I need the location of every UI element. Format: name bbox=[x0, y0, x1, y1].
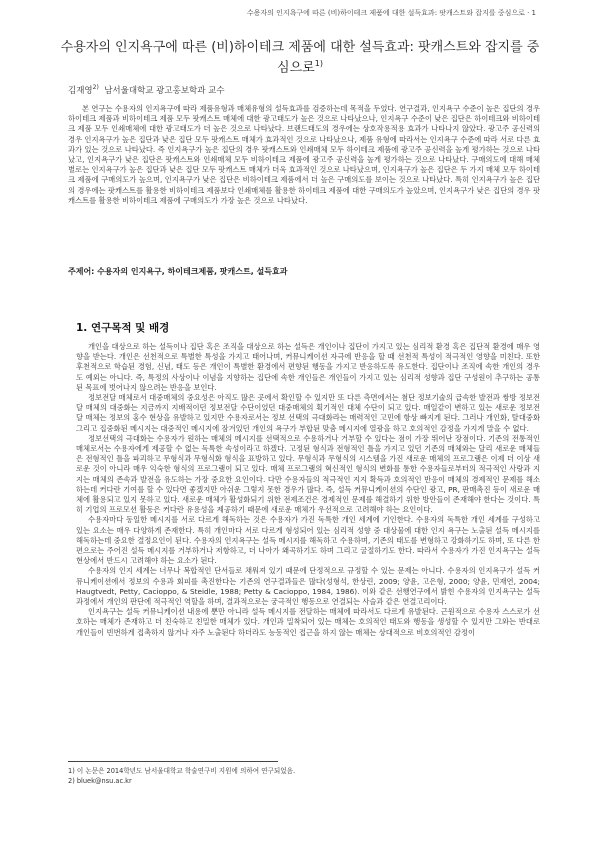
body-paragraph: 정보전달 매체로서 대중매체의 중요성은 아직도 많은 곳에서 확인할 수 있지만 또 다른 측면에서는 첨단 정보기술의 급속한 발전과 쌍방 정보전달 매체의 대중화는 지금까지 지배적이던 정보전달 수단이었던 대중매체의 획기적인 대체 수단이 되고 있다. 매일같이 변하고 있는 새로운 정보전달 매체는 정보의 홍수 현상을 유발하고 있지만 수용자로서는 정보 선택의 극대화라는 매력적인 고민에 항상 빠지게 된다. 그러나 개인화, 탈대중화 그리고 집중화된 메시지는 대중적인 메시지에 잠겨있던 개인의 욕구가 부합된 맞춤 메시지에 열광을 하고 호의적인 감정을 가지게 말을 수 없다. bbox=[76, 393, 540, 433]
footnote-email[interactable]: 2) bluek@nsu.ac.kr bbox=[68, 777, 132, 785]
section-body bbox=[76, 342, 540, 638]
author-affiliation: 남서울대학교 광고홍보학과 교수 bbox=[104, 86, 225, 96]
footnote-divider bbox=[68, 761, 278, 762]
running-header: 수용자의 인지욕구에 따른 (비)하이테크 제품에 대한 설득효과: 팟캐스트와 잡지를 중심으로 · 1 bbox=[246, 9, 536, 17]
author-footnote-mark[interactable]: 2) bbox=[92, 84, 99, 92]
paper-title-text: 수용자의 인지욕구에 따른 (비)하이테크 제품에 대한 설득효과: 팟캐스트와 잡지를 중심으로 bbox=[60, 40, 540, 76]
paper-title bbox=[60, 40, 540, 76]
section-heading: 1. 연구목적 및 배경 bbox=[76, 322, 170, 334]
author-name: 김재영 bbox=[68, 86, 93, 96]
body-paragraph: 수용자마다 동일한 메시지를 서로 다르게 해독하는 것은 수용자가 가진 독특한 개인 세계에 기인한다. 수용자의 독특한 개인 세계를 구성하고 있는 요소는 매우 다양하게 존재한다. 특히 개인마다 서로 다르게 형성되어 있는 심리적 성향 중 대상물에 대한 인지 욕구는 노출된 설득 메시지를 해독하는데 중요한 결정요인이 된다. 수용자의 인지욕구는 설득 메시지를 해독하고 수용하며, 기존의 태도를 변형하고 강화하기도 하며, 또 다른 한편으로는 주어진 설득 메시지를 거부하거나 저항하고, 더 나아가 왜곡하기도 하며 그리고 굴절하기도 한다. 따라서 수용자가 가진 인지욕구는 설득 현상에서 반드시 고려해야 하는 요소가 된다. bbox=[76, 515, 540, 566]
title-footnote-mark[interactable]: 1) bbox=[314, 59, 323, 68]
body-paragraph: 수용자의 인지 세계는 너무나 복합적인 단서들로 채워져 있기 때문에 단정적으로 규정할 수 있는 문제는 아니다. 수용자의 인지욕구가 설득 커뮤니케이션에서 정보의 수용과 회피를 촉진한다는 기존의 연구결과들은 많다(성형석, 한상린, 2009; 양윤, 고은형, 2000; 양윤, 민재연, 2004; Haugtvedt, Petty, Cacioppo, & Steidle, 1988; Petty & Cacioppo, 1984, 1986). 이와 같은 선행연구에서 밝힌 수용자의 인지욕구는 설득과정에서 개인의 판단에 적극적인 역할을 하며, 결과적으로는 궁극적인 행동으로 연결되는 사슬과 같은 연결고리이다. bbox=[76, 566, 540, 607]
body-paragraph: 개인을 대상으로 하는 설득이나 집단 혹은 조직을 대상으로 하는 설득은 개인이나 집단이 가지고 있는 심리적 환경 혹은 집단적 환경에 매우 영향을 받는다. 개인은 선천적으로 특별한 특성을 가지고 태어나며, 커뮤니케이션 자극에 반응을 할 때 선천적 특성이 적극적인 영향을 미친다. 또한 후천적으로 학습된 경험, 신념, 태도 등은 개인이 특별한 환경에서 편향된 행동을 가지고 반응하도록 유도한다. 집단이나 조직에 속한 개인의 경우도 예외는 아니다. 즉, 특정의 사상이나 이념을 지향하는 집단에 속한 개인들은 개인들이 가지고 있는 심리적 성향과 집단 구성원이 추구하는 공통된 목표에 벗어나지 않으려는 반응을 보인다. bbox=[76, 342, 540, 392]
body-paragraph: 인지욕구는 설득 커뮤니케이션 내용에 뿐만 아니라 설득 메시지를 전달하는 매체에 따라서도 다르게 유발된다. 근원적으로 수용자 스스로가 선호하는 매체가 존재하고 더 친숙하고 친밀한 매체가 있다. 개인과 밀착되어 있는 매체는 호의적인 태도와 행동을 생성할 수 있지만 그와는 반대로 개인들이 빈번하게 접촉하지 않거나 자주 노출된다 하더라도 능동적인 접근을 하지 않는 매체는 상대적으로 비호의적인 감정이 bbox=[76, 607, 540, 637]
body-paragraph: 정보선택의 극대화는 수용자가 원하는 매체의 메시지를 선택적으로 수용하거나 거부할 수 있다는 점이 가장 뛰어난 장점이다. 기존의 전통적인 매체로서는 수용자에게 제공할 수 없는 독특한 속성이라고 하겠다. 고정된 형식과 전형적인 틀을 가지고 있던 기존의 매체와는 달리 새로운 매체들은 전형적인 틀을 파괴하고 무형식과 무형식화 형식을 표방하고 있다. 무형식과 무형식의 시스템을 가진 새로운 매체의 프로그램은 이제 더 이상 새로운 것이 아니라 매우 익숙한 형식의 프로그램이 되고 있다. 매체 프로그램의 혁신적인 형식의 변화를 통한 수용자들로부터의 적극적인 사랑과 지지는 매체의 존속과 발전을 유도하는 가장 중요한 요인이다. 다만 수용자들의 적극적인 지지 확득과 호의적인 반응이 매체의 경제적인 문제를 해소하는데 커다란 기여를 할 수 있다면 좋겠지만 아쉬운 그렇지 못한 경우가 많다. 즉, 설득 커뮤니케이션의 수단인 광고, PR, 판매촉진 등이 새로운 매체에 활용되고 있지 못하고 있다. 새로운 매체가 활성화되기 위한 전제조건은 경제적인 문제를 해결하기 위한 방안들이 존재해야 한다는 것이다. 특히 기업의 프로모션 활동은 커다란 유용성을 제공하기 때문에 새로운 매체가 우선적으로 고려해야 하는 요인이다. bbox=[76, 433, 540, 515]
footnote-funding: 1) 이 논문은 2014학년도 남서울대학교 학술연구비 지원에 의하여 연구되었음. bbox=[68, 767, 296, 775]
abstract-text: 본 연구는 수용자의 인지욕구에 따라 제품유형과 매체유형의 설득효과를 검증하는데 목적을 두었다. 연구결과, 인지욕구 수준이 높은 집단의 경우 하이테크 제품과 비하이테크 제품 모두 팟캐스트 매체에 대한 광고태도가 높은 것으로 나타났으나, 인지욕구 수준이 낮은 집단은 하이테크와 비하이테크 제품 모두 인쇄매체에 대한 광고태도가 더 높은 것으로 나타났다. 브랜드태도의 경우에는 상호작용적용 효과가 나타나지 않았다. 광고주 공신력의 경우 인지욕구가 높은 집단과 낮은 집단 모두 팟캐스트 매체가 효과적인 것으로 나타났으나, 제품 유형에 따라서는 인지욕구 수준에 따라 서로 다른 효과가 있는 것으로 나타났다. 즉 인지욕구가 높은 집단의 경우 팟캐스트와 인쇄매체 모두 하이테크 제품에 광고주 공신력을 높게 평가하는 것으로 나타났고, 인지욕구가 낮은 집단은 팟캐스트와 인쇄매체 모두 비하이테크 제품에 광고주 공신력을 높게 평가하는 것으로 나타났다. 구매의도에 대해 매체별로는 인지욕구가 높은 집단과 낮은 집단 모두 팟캐스트 매체가 더욱 효과적인 것으로 나타났으며, 인지욕구가 높은 집단은 두 가지 매체 모두 하이테크 제품에 구매의도가 높으며, 인지욕구가 낮은 집단은 비하이테크 제품에서 더 높은 구매의도를 보이는 것으로 나타났다. 특히 인지욕구가 높은 집단의 경우에는 팟캐스트를 활용한 비하이테크 제품보다 인쇄매체를 활용한 하이테크 제품에 대한 구매의도가 높았으며, 인지욕구가 낮은 집단의 경우 팟캐스트를 활용한 비하이테크 제품에 구매의도가 가장 높은 것으로 나타났다. bbox=[68, 104, 540, 205]
keywords: 주제어: 수용자의 인지욕구, 하이테크제품, 팟캐스트, 설득효과 bbox=[68, 267, 288, 276]
author-line bbox=[68, 84, 225, 96]
footnotes bbox=[68, 766, 295, 786]
